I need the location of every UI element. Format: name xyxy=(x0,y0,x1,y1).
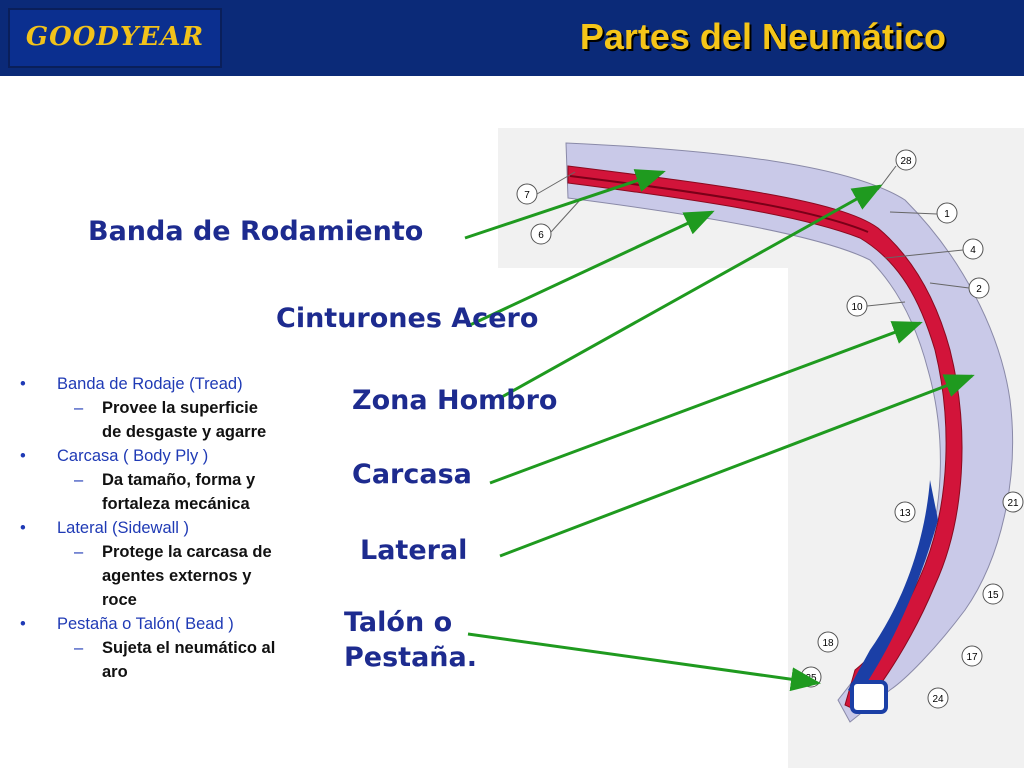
desc-line: roce xyxy=(102,591,137,609)
callout-6 xyxy=(531,224,551,244)
callout-label: 28 xyxy=(900,156,912,167)
callout-label: 10 xyxy=(851,302,863,313)
callout-label: 1 xyxy=(944,209,950,220)
desc-line: – Provee la superficie xyxy=(102,399,258,417)
bullet-bead-desc xyxy=(20,636,320,684)
callout-1 xyxy=(937,203,957,223)
desc-line: aro xyxy=(102,663,128,681)
bead-core xyxy=(852,682,886,712)
label-belts: Cinturones Acero xyxy=(276,303,539,334)
label-tread: Banda de Rodamiento xyxy=(88,216,424,247)
callout-7 xyxy=(517,184,537,204)
callout-label: 21 xyxy=(1007,498,1019,509)
bullet-sidewall: • Lateral (Sidewall ) xyxy=(20,516,320,540)
desc-line: de desgaste y agarre xyxy=(102,423,267,441)
desc-line: – Sujeta el neumático al xyxy=(102,639,276,657)
label-bead xyxy=(344,605,477,675)
callout-17 xyxy=(962,646,982,666)
desc-line: – Protege la carcasa de xyxy=(102,543,272,561)
logo-text: GOODYEAR xyxy=(25,22,205,52)
callout-label: 13 xyxy=(899,508,911,519)
definitions-list xyxy=(20,372,320,684)
desc-line: agentes externos y xyxy=(102,567,252,585)
callout-4 xyxy=(963,239,983,259)
bullet-bead: • Pestaña o Talón( Bead ) xyxy=(20,612,320,636)
callout-28 xyxy=(896,150,916,170)
bullet-tread-desc xyxy=(20,396,320,444)
callout-label: 18 xyxy=(822,638,834,649)
label-shoulder: Zona Hombro xyxy=(352,385,558,416)
bullet-sidewall-desc xyxy=(20,540,320,612)
callout-25 xyxy=(801,667,821,687)
label-sidewall: Lateral xyxy=(360,535,468,566)
callout-label: 15 xyxy=(987,590,999,601)
callout-21 xyxy=(1003,492,1023,512)
callout-label: 17 xyxy=(966,652,978,663)
callout-24 xyxy=(928,688,948,708)
callout-15 xyxy=(983,584,1003,604)
arrow-bead xyxy=(468,634,818,683)
callout-2 xyxy=(969,278,989,298)
desc-line: fortaleza mecánica xyxy=(102,495,250,513)
callout-18 xyxy=(818,632,838,652)
desc-line: – Da tamaño, forma y xyxy=(102,471,256,489)
callout-13 xyxy=(895,502,915,522)
bullet-carcass: • Carcasa ( Body Ply ) xyxy=(20,444,320,468)
label-bead-line2: Pestaña. xyxy=(344,642,477,673)
bullet-carcass-desc xyxy=(20,468,320,516)
label-bead-line1: Talón o xyxy=(344,607,453,638)
callout-label: 6 xyxy=(538,230,544,241)
callout-label: 25 xyxy=(805,673,817,684)
callout-label: 2 xyxy=(976,284,982,295)
callout-label: 4 xyxy=(970,245,976,256)
callout-10 xyxy=(847,296,867,316)
callout-label: 24 xyxy=(932,694,944,705)
label-carcass: Carcasa xyxy=(352,459,472,490)
bullet-tread: • Banda de Rodaje (Tread) xyxy=(20,372,320,396)
page-title: Partes del Neumático xyxy=(579,16,946,57)
callout-label: 7 xyxy=(524,190,530,201)
